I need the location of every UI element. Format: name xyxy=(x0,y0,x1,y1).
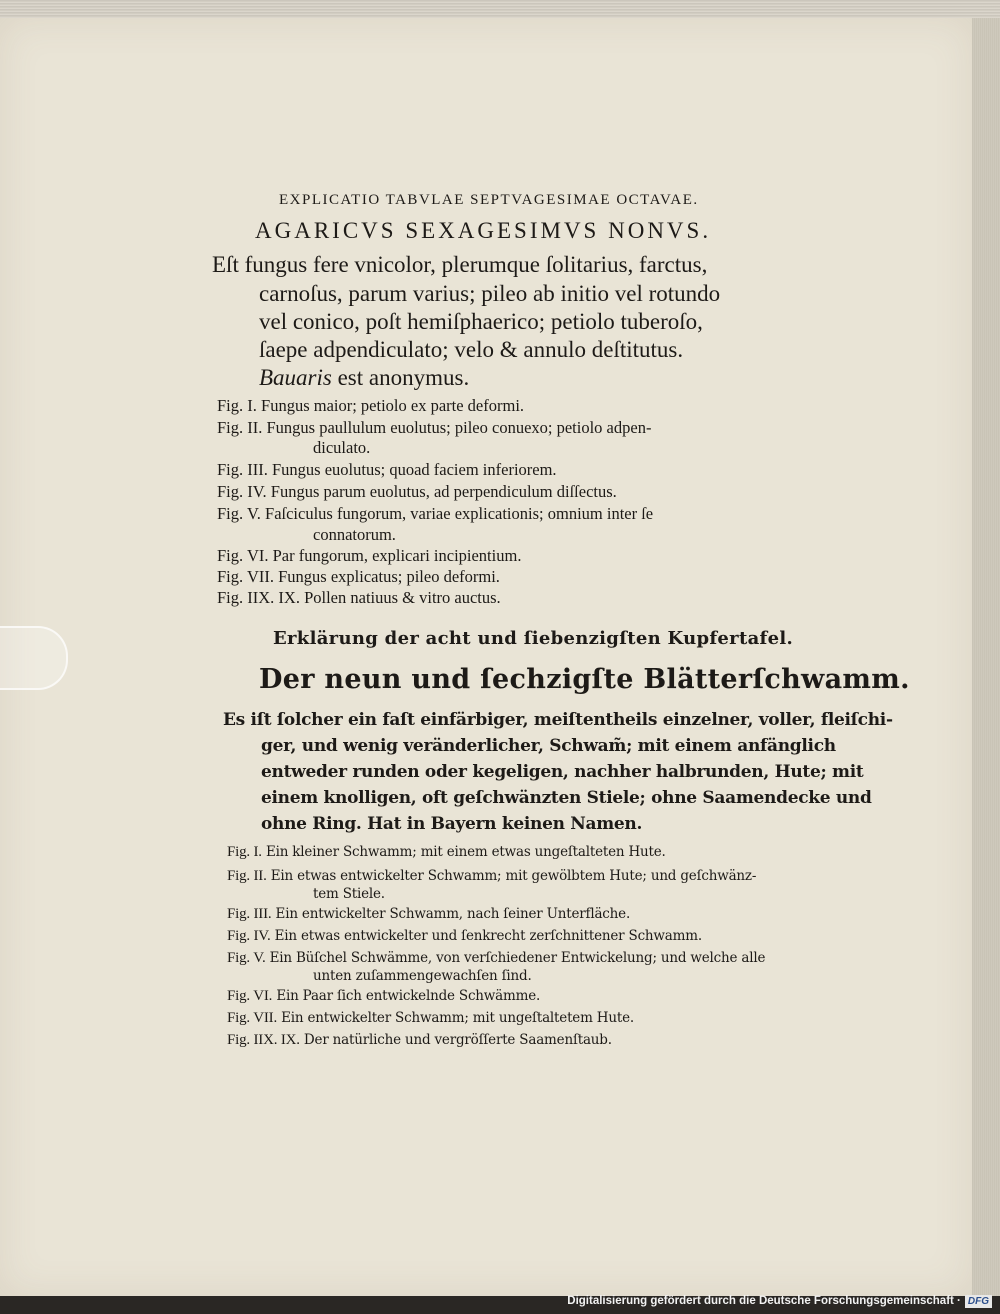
german-fig-row xyxy=(227,844,666,861)
latin-body-line: Eſt fungus fere vnicolor, plerumque ſolitarius, farctus, xyxy=(212,252,708,277)
german-fig-row xyxy=(227,928,702,945)
book-page xyxy=(0,18,974,1296)
latin-fig-row xyxy=(217,504,653,524)
german-body-line: einem knolligen, oft geſchwänzten Stiele; ohne Saamendecke und xyxy=(261,788,872,808)
fig-text: Par fungorum, explicari incipientium. xyxy=(272,546,522,565)
german-fig-row xyxy=(227,1032,612,1049)
latin-bauaris: Bauaris xyxy=(259,365,332,390)
german-fig-row xyxy=(227,988,540,1005)
latin-body-line xyxy=(259,365,469,391)
fig-label: Fig. II. xyxy=(217,418,263,437)
fig-label: Fig. III. xyxy=(217,460,268,479)
fig-label: Fig. VI. xyxy=(217,546,269,565)
page-stack-right-edge xyxy=(972,18,1000,1296)
fig-label: Fig. I. xyxy=(217,396,257,415)
german-body-line: ohne Ring. Hat in Bayern keinen Namen. xyxy=(261,814,643,834)
latin-fig-row xyxy=(217,418,651,438)
text-block xyxy=(175,184,910,1096)
dfg-footer xyxy=(567,1292,992,1310)
fig-label: Fig. VII. xyxy=(227,1010,278,1026)
fig-label: Fig. III. xyxy=(227,906,272,922)
fig-text: Fungus maior; petiolo ex parte deformi. xyxy=(261,396,525,415)
fig-text: Pollen natiuus & vitro auctus. xyxy=(304,588,501,607)
german-fig-row xyxy=(227,1010,634,1027)
latin-fig-continuation: diculato. xyxy=(313,438,371,457)
latin-fig-row xyxy=(217,588,501,608)
german-body-line: ger, und wenig veränderlicher, Schwam̃; mit einem anfänglich xyxy=(261,736,836,756)
fig-text: Fungus paullulum euolutus; pileo conuexo; petiolo adpen- xyxy=(266,418,652,437)
german-fig-continuation: unten zuſammengewachſen ſind. xyxy=(313,968,532,984)
fig-text: Fungus explicatus; pileo deformi. xyxy=(278,567,500,586)
dfg-logo-icon: DFG xyxy=(965,1295,992,1308)
fig-label: Fig. IIX. IX. xyxy=(227,1032,300,1048)
latin-body-line: carnoſus, parum varius; pileo ab initio vel rotundo xyxy=(259,281,721,306)
fig-text: Ein etwas entwickelter und ſenkrecht zerſchnittener Schwamm. xyxy=(274,928,702,944)
latin-body-line: vel conico, poſt hemiſphaerico; petiolo tuberoſo, xyxy=(259,309,703,334)
german-body-line: Es iſt ſolcher ein faſt einfärbiger, meiſtentheils einzelner, voller, fleiſchi- xyxy=(223,710,893,730)
fig-text: Ein etwas entwickelter Schwamm; mit gewölbtem Hute; und geſchwänz- xyxy=(270,868,757,884)
german-fig-row xyxy=(227,906,630,923)
fig-text: Ein Büſchel Schwämme, von verſchiedener Entwickelung; und welche alle xyxy=(269,950,766,966)
latin-fig-row xyxy=(217,546,521,566)
german-fig-row xyxy=(227,868,756,885)
latin-fig-row xyxy=(217,460,557,480)
german-heading: Der neun und ſechzigſte Blätterſchwamm. xyxy=(259,664,910,695)
fig-label: Fig. VI. xyxy=(227,988,273,1004)
fig-text: Ein entwickelter Schwamm, nach ſeiner Unterfläche. xyxy=(275,906,631,922)
latin-body-line: ſaepe adpendiculato; velo & annulo deſtitutus. xyxy=(259,337,684,362)
fig-label: Fig. V. xyxy=(217,504,261,523)
fig-label: Fig. IV. xyxy=(227,928,271,944)
german-fig-continuation: tem Stiele. xyxy=(313,886,385,902)
fig-text: Faſciculus fungorum, variae explicationis; omnium inter ſe xyxy=(265,504,654,523)
fig-text: Der natürliche und vergröſſerte Saamenſtaub. xyxy=(303,1032,612,1048)
german-body-line: entweder runden oder kegeligen, nachher halbrunden, Hute; mit xyxy=(261,762,864,782)
fig-label: Fig. VII. xyxy=(217,567,274,586)
latin-fig-row xyxy=(217,396,524,416)
fig-text: Ein Paar ſich entwickelnde Schwämme. xyxy=(276,988,541,1004)
latin-fig-row xyxy=(217,482,617,502)
german-caption: Erklärung der acht und ſiebenzigſten Kupfertafel. xyxy=(273,628,794,649)
latin-caption: EXPLICATIO TABVLAE SEPTVAGESIMAE OCTAVAE. xyxy=(279,192,699,208)
latin-body-tail: est anonymus. xyxy=(337,365,470,390)
footer-text: Digitalisierung gefördert durch die Deutsche Forschungsgemeinschaft · xyxy=(567,1295,961,1307)
fig-label: Fig. V. xyxy=(227,950,266,966)
fig-label: Fig. IV. xyxy=(217,482,267,501)
fig-label: Fig. I. xyxy=(227,844,262,860)
german-fig-row xyxy=(227,950,765,967)
latin-fig-continuation: connatorum. xyxy=(313,525,396,544)
fig-label: Fig. II. xyxy=(227,868,267,884)
fig-text: Ein kleiner Schwamm; mit einem etwas ungeſtalteten Hute. xyxy=(265,844,666,860)
fig-label: Fig. IIX. IX. xyxy=(217,588,300,607)
latin-heading: AGARICVS SEXAGESIMVS NONVS. xyxy=(255,218,712,243)
fig-text: Ein entwickelter Schwamm; mit ungeſtaltetem Hute. xyxy=(281,1010,634,1026)
fig-text: Fungus euolutus; quoad faciem inferiorem. xyxy=(272,460,557,479)
latin-fig-row xyxy=(217,567,500,587)
fig-text: Fungus parum euolutus, ad perpendiculum diſſectus. xyxy=(270,482,617,501)
page-clip xyxy=(0,626,68,690)
